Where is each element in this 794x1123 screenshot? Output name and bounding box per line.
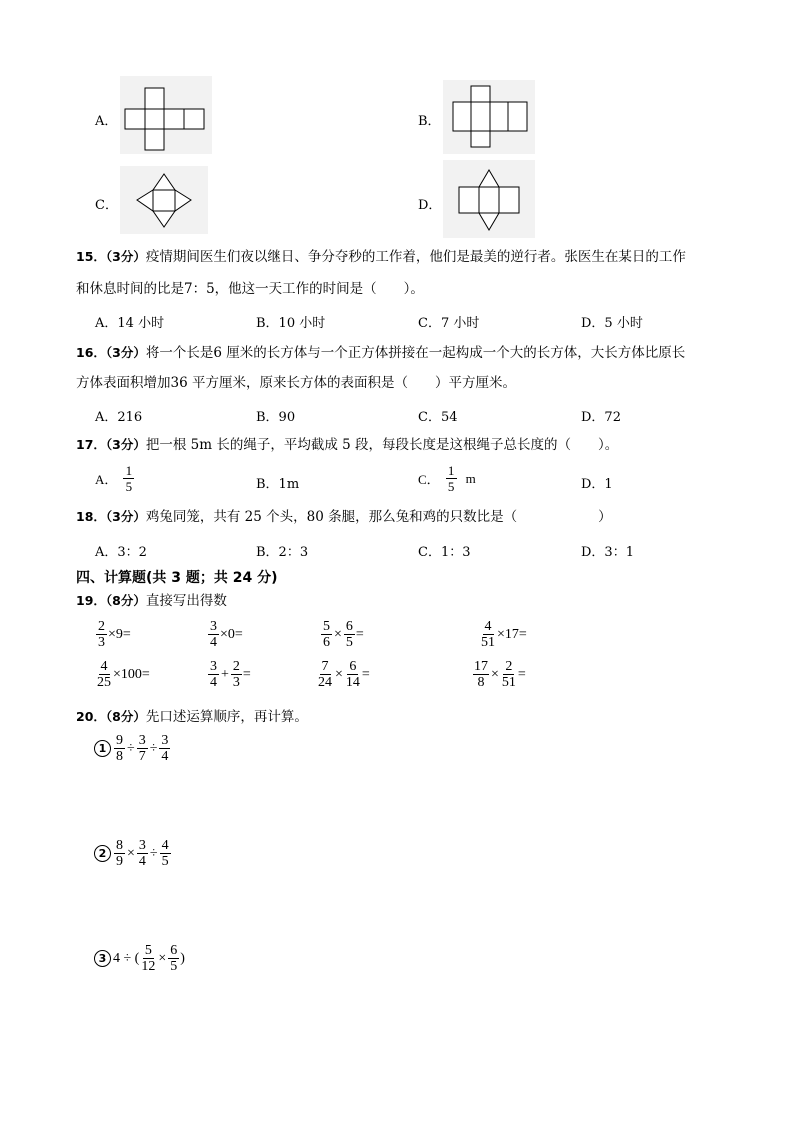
denominator: 8 [116,749,123,764]
denominator: 6 [323,635,330,650]
calc-problem-1 [94,733,171,764]
question-20 [76,708,308,726]
question-score: （3分） [105,437,146,452]
numerator: 3 [138,733,146,748]
question-number: 17． [76,437,106,452]
net-figure-a [120,76,212,154]
q17-option-a[interactable] [95,463,135,494]
option-label: A． [95,472,118,487]
question-score: （3分） [105,509,146,524]
calc-item-7 [316,659,370,690]
expression-rest: ×100= [113,666,150,682]
q15-option-b[interactable]: B．10 小时 [256,316,326,331]
denominator: 4 [210,675,217,690]
fraction-denominator: 5 [447,479,455,494]
expression-rest: ×0= [220,626,243,642]
question-15-line2: 和休息时间的比是7：5，他这一天工作的时间是（ ）。 [76,281,424,297]
expression-rest: = [361,666,370,682]
calc-item-6 [207,659,251,690]
option-b-label: B． [418,114,441,129]
calc-problem-2 [94,838,172,869]
section-title: 四、计算题(共 3 题；共 24 分) [76,570,278,586]
expression-rest: = [517,666,526,682]
question-number: 18． [76,509,106,524]
numerator: 4 [484,619,492,634]
denominator: 12 [141,959,156,974]
unit-label: m [465,470,476,486]
numerator: 4 [161,838,169,853]
calc-item-2 [207,619,243,650]
q17-option-b[interactable]: B．1m [256,477,300,492]
denominator: 25 [97,675,111,690]
calc-item-3 [320,619,364,650]
circled-number-3: 3 [94,950,111,967]
expression-rest: ×17= [497,626,527,642]
option-label: C． [418,472,440,487]
operator: ÷ [149,845,158,861]
numerator: 7 [321,659,329,674]
numerator: 6 [345,619,353,634]
q15-option-c[interactable]: C．7 小时 [418,316,480,331]
question-score: （3分） [105,249,146,264]
numerator: 17 [474,659,488,674]
option-c-label: C． [95,198,118,213]
numerator: 3 [210,619,217,634]
question-number: 20． [76,709,106,724]
expression-rest: = [242,666,251,682]
question-text: 先口述运算顺序，再计算。 [145,709,308,725]
question-score: （3分） [105,345,146,360]
denominator: 7 [138,749,146,764]
calc-item-1 [95,619,131,650]
denominator: 5 [170,959,178,974]
operator: × [127,845,135,861]
circled-number-1: 1 [94,740,111,757]
denominator: 5 [161,854,169,869]
numerator: 6 [349,659,357,674]
numerator: 5 [144,943,152,958]
denominator: 14 [345,675,360,690]
denominator: 51 [501,675,516,690]
numerator: 2 [98,619,105,634]
q16-option-c[interactable]: C．54 [418,410,458,425]
question-18 [76,508,612,526]
numerator: 5 [323,619,330,634]
question-16-line2: 方体表面积增加36 平方厘米，原来长方体的表面积是（ ）平方厘米。 [76,375,516,391]
fraction-numerator: 1 [123,463,134,479]
question-19 [76,592,227,610]
denominator: 24 [318,675,332,690]
question-number: 16． [76,345,106,360]
numerator: 9 [116,733,123,748]
question-16 [76,344,685,362]
q18-option-d[interactable]: D．3：1 [581,545,634,560]
question-text: 直接写出得数 [145,593,227,609]
operator: × [334,626,342,642]
q18-option-c[interactable]: C．1：3 [418,545,471,560]
expression-lead: 4 ÷ ( [113,950,140,966]
question-score: （8分） [105,709,146,724]
numerator: 2 [505,659,513,674]
operator: × [335,666,343,682]
q17-option-d[interactable]: D．1 [581,477,613,492]
numerator: 8 [116,838,123,853]
net-figure-b [443,80,535,154]
circled-number-2: 2 [94,845,111,862]
operator: + [221,666,229,682]
calc-problem-3 [94,943,185,974]
question-text-line1: 把一根 5m 长的绳子，平均截成 5 段，每段长度是这根绳子总长度的（ ）。 [145,437,619,453]
fraction-numerator: 1 [446,463,457,479]
operator: ÷ [127,740,135,756]
option-d-label: D． [418,198,442,213]
question-number: 19． [76,593,106,608]
expression-rest: ×9= [108,626,131,642]
numerator: 3 [138,838,146,853]
denominator: 9 [116,854,123,869]
question-text-line1: 疫情期间医生们夜以继日、争分夺秒的工作着，他们是最美的逆行者。张医生在某日的工作 [145,249,686,265]
q17-option-c[interactable] [418,463,476,494]
question-text-line1: 鸡兔同笼，共有 25 个头，80 条腿，那么兔和鸡的只数比是（ ） [145,509,612,525]
net-figure-c [120,166,208,234]
option-a-label: A． [95,114,118,129]
numerator: 2 [232,659,240,674]
calc-item-8 [472,659,526,690]
q15-option-d[interactable]: D．5 小时 [581,316,643,331]
expression-rest: = [355,626,364,642]
numerator: 3 [161,733,169,748]
question-number: 15． [76,249,106,264]
question-15 [76,248,686,266]
question-text-line1: 将一个长是6 厘米的长方体与一个正方体拼接在一起构成一个大的长方体，大长方体比原长 [145,345,686,361]
operator: × [158,950,167,966]
denominator: 4 [138,854,146,869]
denominator: 51 [481,635,495,650]
q16-option-b[interactable]: B．90 [256,410,296,425]
denominator: 3 [232,675,240,690]
net-figure-d [443,160,535,238]
numerator: 3 [210,659,217,674]
expression-tail: ) [180,950,185,966]
denominator: 4 [210,635,217,650]
operator: × [491,666,499,682]
denominator: 5 [345,635,353,650]
operator: ÷ [149,740,158,756]
denominator: 3 [98,635,105,650]
calc-item-4 [479,619,527,650]
q16-option-d[interactable]: D．72 [581,410,621,425]
fraction-denominator: 5 [125,479,133,494]
denominator: 8 [477,675,485,690]
q16-option-a[interactable]: A．216 [95,410,143,425]
question-17 [76,436,618,454]
numerator: 4 [100,659,108,674]
q15-option-a[interactable]: A．14 小时 [95,316,165,331]
q18-option-b[interactable]: B．2：3 [256,545,309,560]
question-score: （8分） [105,593,146,608]
calc-item-5 [95,659,150,690]
numerator: 6 [170,943,178,958]
denominator: 4 [161,749,169,764]
q18-option-a[interactable]: A．3：2 [95,545,147,560]
